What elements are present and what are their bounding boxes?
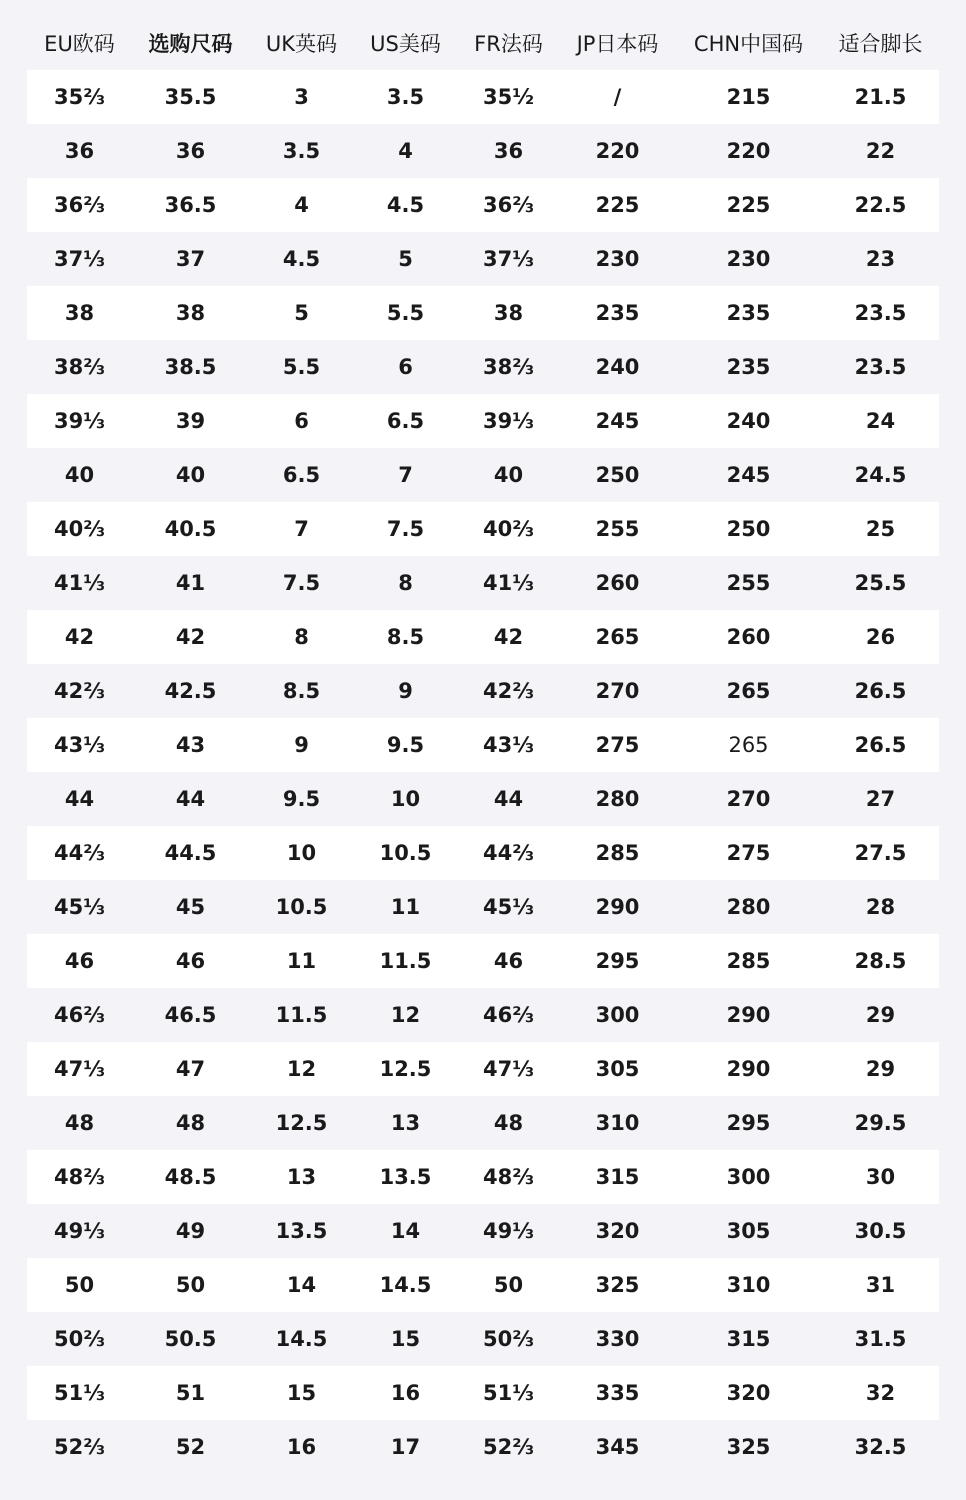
table-cell: 10 [390,787,421,811]
table-cell: 44 [64,787,95,811]
table-row [27,772,939,826]
table-cell: 26.5 [854,733,907,757]
header-eu: EU欧码 [44,32,115,56]
table-cell: 260 [595,571,640,595]
table-cell: 225 [726,193,771,217]
table-row [27,1312,939,1366]
table-cell: 13 [286,1165,317,1189]
table-cell: 10.5 [275,895,328,919]
table-cell: 325 [595,1273,640,1297]
table-cell: 315 [726,1327,771,1351]
table-cell: 48.5 [164,1165,217,1189]
table-cell: 23.5 [854,301,907,325]
table-cell: 28.5 [854,949,907,973]
table-cell: 25 [865,517,896,541]
table-cell: 6 [398,355,413,379]
table-cell: 42 [175,625,206,649]
table-cell: 50⅔ [54,1327,105,1351]
table-cell: 43⅓ [54,733,105,757]
table-cell: 26 [865,625,896,649]
table-cell: 3 [294,85,309,109]
table-cell: 320 [595,1219,640,1243]
header-chn: CHN中国码 [693,32,804,56]
table-cell: 3.5 [282,139,321,163]
table-cell: 305 [595,1057,640,1081]
table-cell: 35½ [483,85,534,109]
table-cell: 44⅔ [483,841,534,865]
table-cell: 320 [726,1381,771,1405]
table-cell: 49 [175,1219,206,1243]
table-cell: 47⅓ [483,1057,534,1081]
table-row [27,610,939,664]
table-cell: 48⅔ [483,1165,534,1189]
table-cell: 50 [175,1273,206,1297]
table-row [27,826,939,880]
table-cell: 325 [726,1435,771,1459]
table-cell: 51⅓ [483,1381,534,1405]
table-cell: 315 [595,1165,640,1189]
table-cell: 8.5 [282,679,321,703]
table-cell: 255 [726,571,771,595]
table-cell: 41⅓ [54,571,105,595]
table-cell: 235 [726,355,771,379]
header-purchase-size: 选购尺码 [148,32,233,56]
table-cell: 300 [726,1165,771,1189]
table-cell: 235 [595,301,640,325]
table-cell: 36 [175,139,206,163]
table-row [27,1150,939,1204]
table-cell: 270 [595,679,640,703]
table-cell: 11 [286,949,317,973]
table-cell: 38.5 [164,355,217,379]
table-cell: 260 [726,625,771,649]
table-cell: 255 [595,517,640,541]
table-cell: 245 [726,463,771,487]
table-cell: 12.5 [275,1111,328,1135]
table-cell: 50⅔ [483,1327,534,1351]
table-cell: 265 [726,679,771,703]
table-cell: 6 [294,409,309,433]
table-cell: 8.5 [386,625,425,649]
header-fr: FR法码 [474,32,543,56]
table-cell: 4.5 [386,193,425,217]
table-cell: 310 [595,1111,640,1135]
table-cell: 41⅓ [483,571,534,595]
table-cell: 48 [64,1111,95,1135]
table-cell: 46.5 [164,1003,217,1027]
table-cell: 29 [865,1003,896,1027]
table-cell: 51⅓ [54,1381,105,1405]
table-cell: 300 [595,1003,640,1027]
table-cell: 8 [398,571,413,595]
table-cell: 39⅓ [54,409,105,433]
table-cell: 46 [64,949,95,973]
table-cell: 40 [493,463,524,487]
table-cell: 46 [493,949,524,973]
table-cell: 310 [726,1273,771,1297]
table-cell: 290 [726,1057,771,1081]
table-row [27,934,939,988]
table-cell: 38⅔ [54,355,105,379]
table-row [27,178,939,232]
table-cell: 280 [726,895,771,919]
table-cell: 265 [728,733,769,757]
table-cell: 17 [390,1435,421,1459]
table-row [27,664,939,718]
table-cell: 230 [726,247,771,271]
table-cell: 43⅓ [483,733,534,757]
table-cell: 3.5 [386,85,425,109]
table-cell: 52 [175,1435,206,1459]
table-cell: 9.5 [282,787,321,811]
table-cell: 42⅔ [483,679,534,703]
table-cell: 32 [865,1381,896,1405]
table-cell: 50 [493,1273,524,1297]
table-cell: 38 [64,301,95,325]
table-cell: 285 [726,949,771,973]
table-cell: 295 [595,949,640,973]
table-cell: 38 [175,301,206,325]
table-cell: 24 [865,409,896,433]
table-row [27,1366,939,1420]
table-cell: 4 [398,139,413,163]
table-cell: 36.5 [164,193,217,217]
table-cell: 46 [175,949,206,973]
table-cell: 49⅓ [54,1219,105,1243]
header-foot-length: 适合脚长 [838,32,923,56]
table-cell: 30.5 [854,1219,907,1243]
table-cell: 9 [294,733,309,757]
table-row [27,556,939,610]
table-cell: 36 [493,139,524,163]
table-row [27,1258,939,1312]
table-cell: 22.5 [854,193,907,217]
table-cell: 37⅓ [483,247,534,271]
table-cell: 245 [595,409,640,433]
table-cell: 38⅔ [483,355,534,379]
table-cell: 11.5 [379,949,432,973]
table-cell: 36 [64,139,95,163]
table-row [27,880,939,934]
table-cell: 240 [726,409,771,433]
table-cell: 36⅔ [483,193,534,217]
table-cell: 26.5 [854,679,907,703]
table-cell: 50 [64,1273,95,1297]
table-cell: 44.5 [164,841,217,865]
table-cell: 25.5 [854,571,907,595]
table-cell: 52⅔ [54,1435,105,1459]
table-cell: 275 [595,733,640,757]
table-cell: / [613,85,622,109]
table-cell: 215 [726,85,771,109]
table-cell: 250 [726,517,771,541]
size-chart-table [27,16,939,1474]
table-cell: 40.5 [164,517,217,541]
table-cell: 5 [294,301,309,325]
header-us: US美码 [370,32,441,56]
table-row [27,718,939,772]
table-cell: 49⅓ [483,1219,534,1243]
table-cell: 220 [726,139,771,163]
table-row [27,124,939,178]
table-cell: 41 [175,571,206,595]
table-cell: 5.5 [282,355,321,379]
table-row [27,1096,939,1150]
table-cell: 50.5 [164,1327,217,1351]
table-body [27,70,939,1474]
table-row [27,340,939,394]
table-cell: 230 [595,247,640,271]
table-cell: 47⅓ [54,1057,105,1081]
table-cell: 42.5 [164,679,217,703]
table-cell: 12 [286,1057,317,1081]
table-cell: 12.5 [379,1057,432,1081]
table-cell: 37⅓ [54,247,105,271]
table-cell: 28 [865,895,896,919]
table-cell: 345 [595,1435,640,1459]
table-cell: 9.5 [386,733,425,757]
table-cell: 36⅔ [54,193,105,217]
table-cell: 225 [595,193,640,217]
table-cell: 48 [175,1111,206,1135]
table-cell: 40 [175,463,206,487]
table-cell: 7.5 [386,517,425,541]
table-cell: 12 [390,1003,421,1027]
table-cell: 40⅔ [483,517,534,541]
table-cell: 52⅔ [483,1435,534,1459]
table-cell: 7 [294,517,309,541]
table-cell: 35.5 [164,85,217,109]
table-row [27,232,939,286]
table-cell: 42 [493,625,524,649]
table-cell: 29.5 [854,1111,907,1135]
table-cell: 8 [294,625,309,649]
table-cell: 48⅔ [54,1165,105,1189]
table-cell: 46⅔ [54,1003,105,1027]
table-cell: 220 [595,139,640,163]
table-row [27,394,939,448]
table-cell: 45⅓ [54,895,105,919]
header-jp: JP日本码 [576,32,659,56]
table-cell: 5 [398,247,413,271]
table-cell: 23 [865,247,896,271]
table-cell: 46⅔ [483,1003,534,1027]
table-cell: 16 [286,1435,317,1459]
table-cell: 16 [390,1381,421,1405]
table-cell: 39⅓ [483,409,534,433]
table-cell: 5.5 [386,301,425,325]
table-cell: 6.5 [386,409,425,433]
table-cell: 290 [595,895,640,919]
table-cell: 10.5 [379,841,432,865]
table-cell: 15 [286,1381,317,1405]
table-cell: 45 [175,895,206,919]
table-cell: 14 [286,1273,317,1297]
table-cell: 44 [493,787,524,811]
table-cell: 43 [175,733,206,757]
table-cell: 22 [865,139,896,163]
table-cell: 51 [175,1381,206,1405]
table-cell: 240 [595,355,640,379]
table-cell: 14.5 [275,1327,328,1351]
table-cell: 285 [595,841,640,865]
table-cell: 13 [390,1111,421,1135]
table-cell: 42 [64,625,95,649]
table-cell: 4.5 [282,247,321,271]
table-cell: 235 [726,301,771,325]
table-cell: 9 [398,679,413,703]
table-header-row [27,16,939,70]
table-cell: 13.5 [379,1165,432,1189]
table-cell: 39 [175,409,206,433]
table-cell: 29 [865,1057,896,1081]
table-cell: 38 [493,301,524,325]
table-cell: 330 [595,1327,640,1351]
table-cell: 13.5 [275,1219,328,1243]
table-cell: 290 [726,1003,771,1027]
table-cell: 47 [175,1057,206,1081]
table-cell: 265 [595,625,640,649]
table-cell: 270 [726,787,771,811]
table-cell: 40⅔ [54,517,105,541]
table-cell: 280 [595,787,640,811]
table-cell: 4 [294,193,309,217]
table-cell: 295 [726,1111,771,1135]
table-row [27,448,939,502]
table-cell: 32.5 [854,1435,907,1459]
table-cell: 10 [286,841,317,865]
table-row [27,988,939,1042]
table-cell: 27.5 [854,841,907,865]
table-cell: 21.5 [854,85,907,109]
table-cell: 30 [865,1165,896,1189]
header-uk: UK英码 [265,32,338,56]
table-cell: 45⅓ [483,895,534,919]
table-cell: 48 [493,1111,524,1135]
table-cell: 35⅔ [54,85,105,109]
table-cell: 44⅔ [54,841,105,865]
table-row [27,70,939,124]
table-row [27,1420,939,1474]
table-cell: 7 [398,463,413,487]
table-cell: 305 [726,1219,771,1243]
table-cell: 15 [390,1327,421,1351]
table-cell: 23.5 [854,355,907,379]
table-cell: 11 [390,895,421,919]
table-row [27,1204,939,1258]
table-cell: 6.5 [282,463,321,487]
table-cell: 42⅔ [54,679,105,703]
table-cell: 11.5 [275,1003,328,1027]
table-cell: 27 [865,787,896,811]
table-cell: 31.5 [854,1327,907,1351]
table-cell: 275 [726,841,771,865]
table-cell: 31 [865,1273,896,1297]
table-cell: 14 [390,1219,421,1243]
table-row [27,286,939,340]
table-cell: 24.5 [854,463,907,487]
table-row [27,1042,939,1096]
table-cell: 44 [175,787,206,811]
table-cell: 250 [595,463,640,487]
table-row [27,502,939,556]
table-cell: 14.5 [379,1273,432,1297]
table-cell: 335 [595,1381,640,1405]
table-cell: 7.5 [282,571,321,595]
table-cell: 40 [64,463,95,487]
table-cell: 37 [175,247,206,271]
